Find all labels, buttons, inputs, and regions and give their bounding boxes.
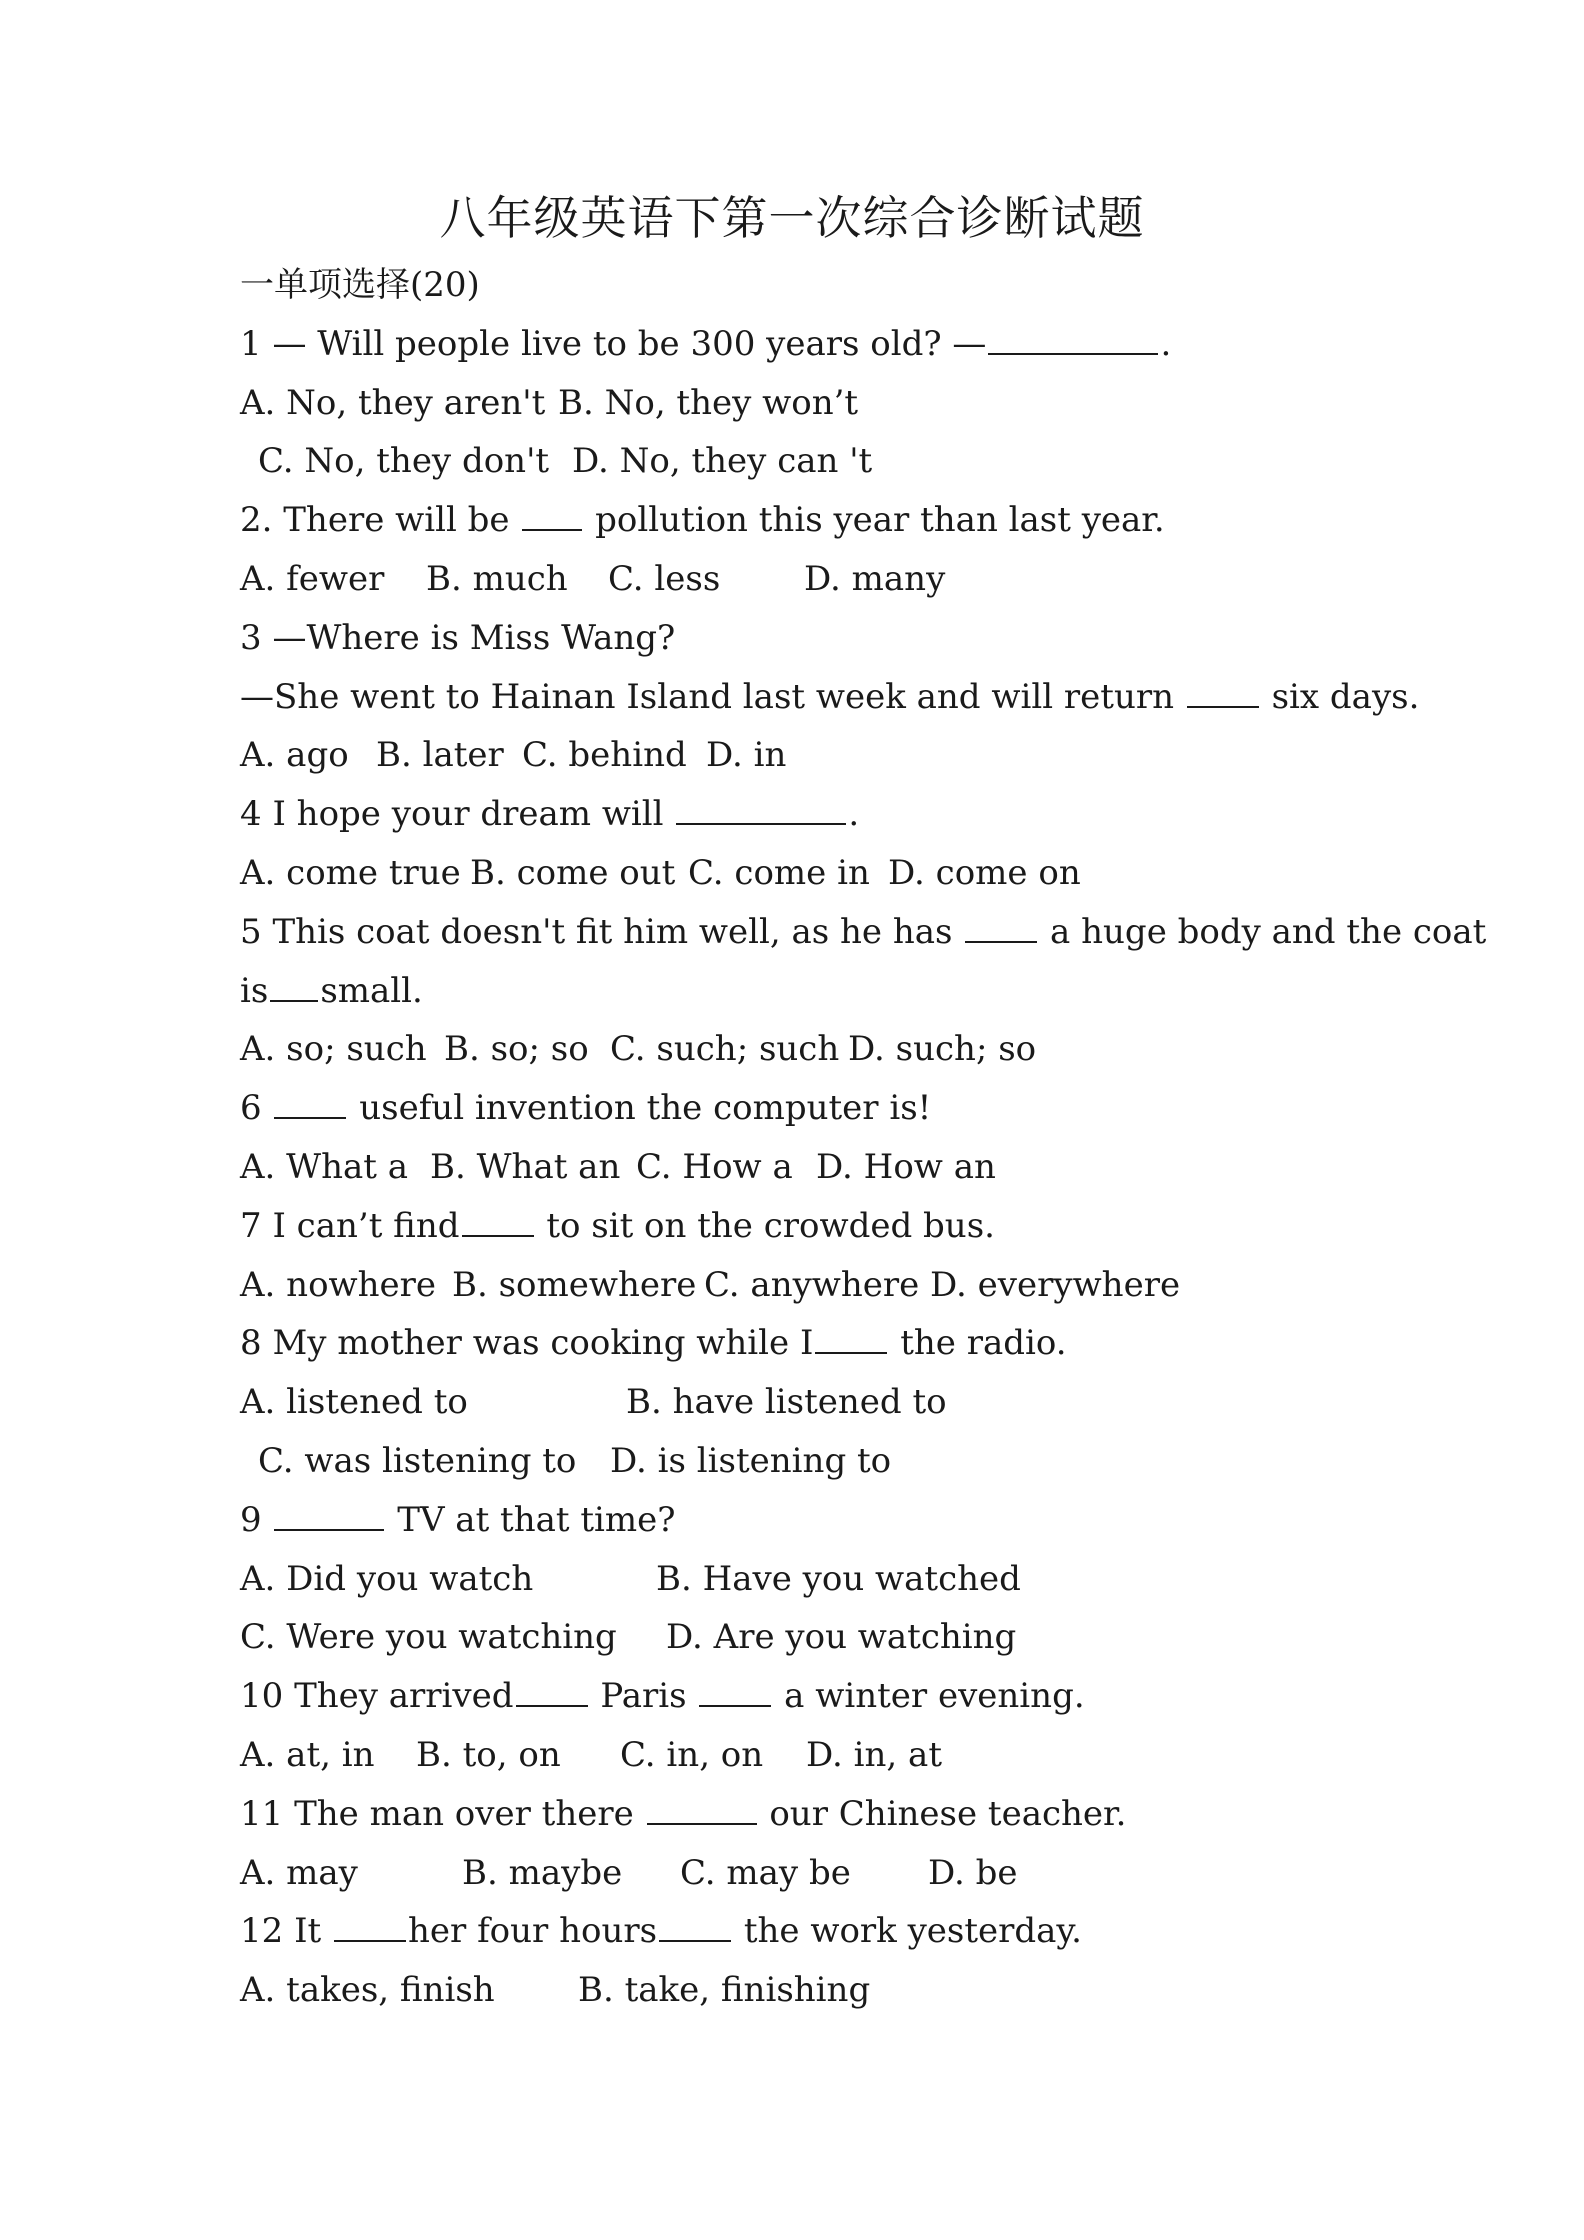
question-3-line2 bbox=[240, 668, 1420, 727]
options-q7 bbox=[240, 1256, 1380, 1315]
question-text: 8 My mother was cooking while I bbox=[240, 1323, 814, 1364]
question-text-mid: Paris bbox=[589, 1676, 698, 1717]
answer-blank bbox=[699, 1671, 771, 1707]
options-q12 bbox=[240, 1961, 1380, 2020]
option-b: B. so; so bbox=[444, 1029, 589, 1070]
option-b: B. take, finishing bbox=[578, 1970, 871, 2011]
option-c: C. No, they don't bbox=[258, 441, 550, 482]
option-d: D. No, they can 't bbox=[572, 441, 873, 482]
answer-blank bbox=[274, 1083, 346, 1119]
option-a: A. Did you watch bbox=[240, 1558, 534, 1599]
options-q3 bbox=[240, 726, 1380, 785]
question-text-end: TV at that time? bbox=[386, 1499, 676, 1540]
option-b: B. have listened to bbox=[626, 1382, 947, 1423]
question-text-end: small. bbox=[320, 970, 423, 1011]
option-a: A. No, they aren't bbox=[240, 382, 546, 423]
option-b: B. later bbox=[376, 735, 504, 776]
option-b: B. No, they won’t bbox=[558, 382, 859, 423]
option-a: A. listened to bbox=[240, 1382, 468, 1423]
question-3: 3 —Where is Miss Wang? bbox=[240, 617, 676, 658]
options-q11 bbox=[240, 1844, 1380, 1903]
answer-blank bbox=[462, 1201, 534, 1237]
question-text-end: . bbox=[848, 794, 860, 835]
option-c: C. come in bbox=[688, 852, 870, 893]
options-q1-row1 bbox=[240, 374, 1380, 433]
question-text-mid: a huge body and the coat bbox=[1039, 911, 1487, 952]
question-text: 1 — Will people live to be 300 years old? — bbox=[240, 323, 987, 364]
question-text: 4 I hope your dream will bbox=[240, 794, 675, 835]
option-b: B. somewhere bbox=[452, 1264, 697, 1305]
exam-title: 八年级英语下第一次综合诊断试题 bbox=[439, 191, 1145, 245]
question-4 bbox=[240, 785, 1380, 844]
question-2 bbox=[240, 491, 1380, 550]
option-c: C. How a bbox=[636, 1146, 793, 1187]
options-q8-row1 bbox=[240, 1373, 1380, 1432]
answer-blank bbox=[522, 495, 582, 531]
option-c: C. may be bbox=[680, 1852, 851, 1893]
option-b: B. What an bbox=[430, 1146, 621, 1187]
option-d: D. be bbox=[928, 1852, 1018, 1893]
option-d: D. come on bbox=[888, 852, 1081, 893]
option-b: B. Have you watched bbox=[656, 1558, 1021, 1599]
question-text-end: pollution this year than last year. bbox=[584, 500, 1165, 541]
section-heading: 一单项选择(20) bbox=[240, 265, 480, 305]
question-text: 10 They arrived bbox=[240, 1676, 514, 1717]
option-d: D. such; so bbox=[848, 1029, 1037, 1070]
answer-blank bbox=[270, 966, 318, 1002]
answer-blank bbox=[965, 907, 1037, 943]
question-list bbox=[240, 256, 1487, 2020]
option-d: D. in bbox=[706, 735, 787, 776]
question-text-end: a winter evening. bbox=[773, 1676, 1085, 1717]
option-b: B. to, on bbox=[416, 1734, 561, 1775]
question-text: 12 It bbox=[240, 1911, 332, 1952]
option-d: D. everywhere bbox=[930, 1264, 1181, 1305]
options-q4 bbox=[240, 844, 1380, 903]
question-text-end: to sit on the crowded bus. bbox=[535, 1205, 995, 1246]
option-c: C. less bbox=[608, 558, 721, 599]
question-text: 2. There will be bbox=[240, 500, 521, 541]
option-c: C. was listening to bbox=[258, 1440, 577, 1481]
option-d: D. Are you watching bbox=[666, 1617, 1017, 1658]
option-d: D. many bbox=[804, 558, 946, 599]
option-a: A. at, in bbox=[240, 1734, 375, 1775]
option-a: A. takes, finish bbox=[240, 1970, 495, 2011]
question-text: 11 The man over there bbox=[240, 1793, 645, 1834]
option-a: A. come true bbox=[240, 852, 461, 893]
answer-blank bbox=[334, 1906, 406, 1942]
option-a: A. fewer bbox=[240, 558, 385, 599]
question-5-line2 bbox=[240, 962, 1380, 1021]
option-b: B. much bbox=[426, 558, 568, 599]
question-6 bbox=[240, 1079, 1380, 1138]
question-text: is bbox=[240, 970, 269, 1011]
question-text-mid: her four hours bbox=[407, 1911, 658, 1952]
options-q9-row1 bbox=[240, 1550, 1380, 1609]
question-text-end: the work yesterday. bbox=[733, 1911, 1082, 1952]
option-a: A. ago bbox=[240, 735, 349, 776]
option-c: C. such; such bbox=[610, 1029, 840, 1070]
question-text-end: six days. bbox=[1260, 676, 1420, 717]
answer-blank bbox=[274, 1495, 384, 1531]
question-text: 5 This coat doesn't fit him well, as he has bbox=[240, 911, 964, 952]
answer-blank bbox=[815, 1318, 887, 1354]
answer-blank bbox=[647, 1789, 757, 1825]
option-a: A. so; such bbox=[240, 1029, 427, 1070]
answer-blank bbox=[1187, 672, 1259, 708]
option-c: C. anywhere bbox=[704, 1264, 920, 1305]
question-text: —She went to Hainan Island last week and will return bbox=[240, 676, 1185, 717]
question-text-end: useful invention the computer is! bbox=[348, 1088, 932, 1129]
option-b: B. come out bbox=[470, 852, 676, 893]
question-text: 7 I can’t find bbox=[240, 1205, 460, 1246]
question-text-end: our Chinese teacher. bbox=[758, 1793, 1127, 1834]
question-10 bbox=[240, 1667, 1380, 1726]
options-q1-row2 bbox=[240, 432, 1380, 491]
question-11 bbox=[240, 1785, 1380, 1844]
options-q8-row2 bbox=[240, 1432, 1380, 1491]
question-7 bbox=[240, 1197, 1380, 1256]
options-q10 bbox=[240, 1726, 1380, 1785]
option-c: C. behind bbox=[522, 735, 687, 776]
option-b: B. maybe bbox=[462, 1852, 623, 1893]
answer-blank bbox=[516, 1671, 588, 1707]
options-q6 bbox=[240, 1138, 1380, 1197]
options-q5 bbox=[240, 1020, 1380, 1079]
option-a: A. may bbox=[240, 1852, 358, 1893]
question-text: 6 bbox=[240, 1088, 273, 1129]
question-text-end: . bbox=[1160, 323, 1172, 364]
option-c: C. in, on bbox=[620, 1734, 764, 1775]
answer-blank bbox=[676, 789, 846, 825]
answer-blank bbox=[988, 319, 1158, 355]
options-q9-row2 bbox=[240, 1608, 1380, 1667]
option-a: A. What a bbox=[240, 1146, 409, 1187]
question-9 bbox=[240, 1491, 1380, 1550]
option-d: D. How an bbox=[816, 1146, 996, 1187]
option-d: D. in, at bbox=[806, 1734, 942, 1775]
question-text: 9 bbox=[240, 1499, 273, 1540]
question-text-end: the radio. bbox=[889, 1323, 1067, 1364]
option-d: D. is listening to bbox=[610, 1440, 892, 1481]
options-q2 bbox=[240, 550, 1380, 609]
question-5 bbox=[240, 903, 1487, 962]
question-12 bbox=[240, 1902, 1380, 1961]
question-8 bbox=[240, 1314, 1380, 1373]
answer-blank bbox=[659, 1906, 731, 1942]
question-1 bbox=[240, 315, 1380, 374]
option-a: A. nowhere bbox=[240, 1264, 437, 1305]
option-c: C. Were you watching bbox=[240, 1617, 617, 1658]
